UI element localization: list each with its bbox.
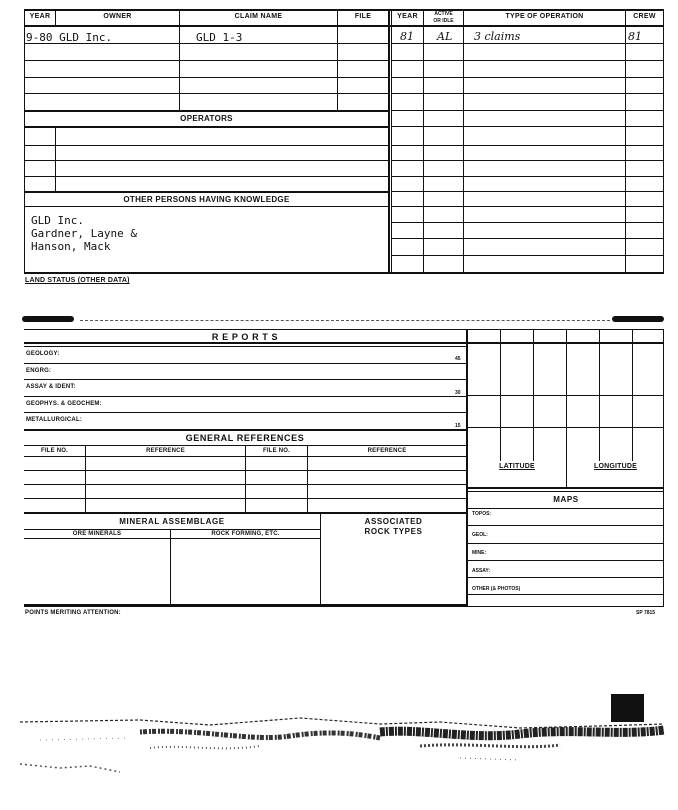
maps-title: MAPS — [553, 495, 579, 504]
row-claim-name: GLD 1-3 — [196, 31, 243, 44]
row-year-2: 81 — [400, 30, 414, 43]
reports-title: R E P O R T S — [211, 332, 279, 342]
gr-col-file-no-2: FILE NO. — [263, 448, 290, 454]
row-crew: 81 — [628, 30, 642, 43]
mineral-assoc-1: ASSOCIATED — [364, 517, 423, 526]
header-active: ACTIVE — [434, 11, 453, 17]
header-claim-name: CLAIM NAME — [234, 13, 283, 20]
report-geology: GEOLOGY: — [26, 351, 60, 357]
longitude-label: LONGITUDE — [593, 463, 638, 470]
maps-mine: MINE: — [472, 550, 487, 556]
row-year-owner: 9-80 GLD Inc. — [26, 31, 113, 44]
report-geophys: GEOPHYS. & GEOCHEM: — [26, 401, 102, 407]
header-type-of-operation: TYPE OF OPERATION — [505, 13, 584, 20]
header-owner: OWNER — [103, 13, 132, 20]
maps-geol: GEOL: — [472, 532, 488, 538]
knowledge-line-3: Hanson, Mack — [31, 240, 111, 253]
header-or-idle: OR IDLE — [433, 18, 454, 24]
knowledge-title: OTHER PERSONS HAVING KNOWLEDGE — [123, 195, 290, 204]
knowledge-line-2: Gardner, Layne & — [31, 227, 137, 240]
gr-col-file-no-1: FILE NO. — [41, 448, 68, 454]
operators-title: OPERATORS — [180, 114, 233, 123]
mineral-ore: ORE MINERALS — [72, 531, 122, 537]
maps-assay: ASSAY: — [472, 568, 491, 574]
report-assay-num: 30 — [455, 390, 461, 396]
report-metallurgical-num: 15 — [455, 423, 461, 429]
report-assay: ASSAY & IDENT: — [26, 384, 76, 390]
form-number: SP 7815 — [636, 610, 656, 616]
mineral-rock: ROCK FORMING, ETC. — [211, 531, 280, 537]
header-crew: CREW — [633, 13, 656, 20]
general-references-title: GENERAL REFERENCES — [185, 433, 305, 443]
row-active: AL — [437, 30, 453, 43]
report-engrg: ENGRG: — [26, 368, 52, 374]
maps-other: OTHER (& PHOTOS) — [472, 586, 521, 592]
latitude-label: LATITUDE — [499, 463, 535, 470]
row-type-of-operation: 3 claims — [474, 30, 521, 43]
gr-col-reference-2: REFERENCE — [367, 448, 407, 454]
mineral-title: MINERAL ASSEMBLAGE — [119, 517, 225, 526]
report-metallurgical: METALLURGICAL: — [26, 417, 83, 423]
points-meriting-attention: POINTS MERITING ATTENTION: — [25, 610, 121, 616]
maps-topos: TOPOS: — [472, 511, 492, 517]
header-year: YEAR — [29, 13, 51, 20]
report-geology-num: 45 — [455, 356, 461, 362]
header-file: FILE — [354, 13, 372, 20]
header-year-2: YEAR — [397, 13, 418, 20]
gr-col-reference-1: REFERENCE — [146, 448, 185, 454]
knowledge-line-1: GLD Inc. — [31, 214, 84, 227]
land-status: LAND STATUS (OTHER DATA) — [25, 277, 130, 284]
mineral-assoc-2: ROCK TYPES — [364, 527, 423, 536]
